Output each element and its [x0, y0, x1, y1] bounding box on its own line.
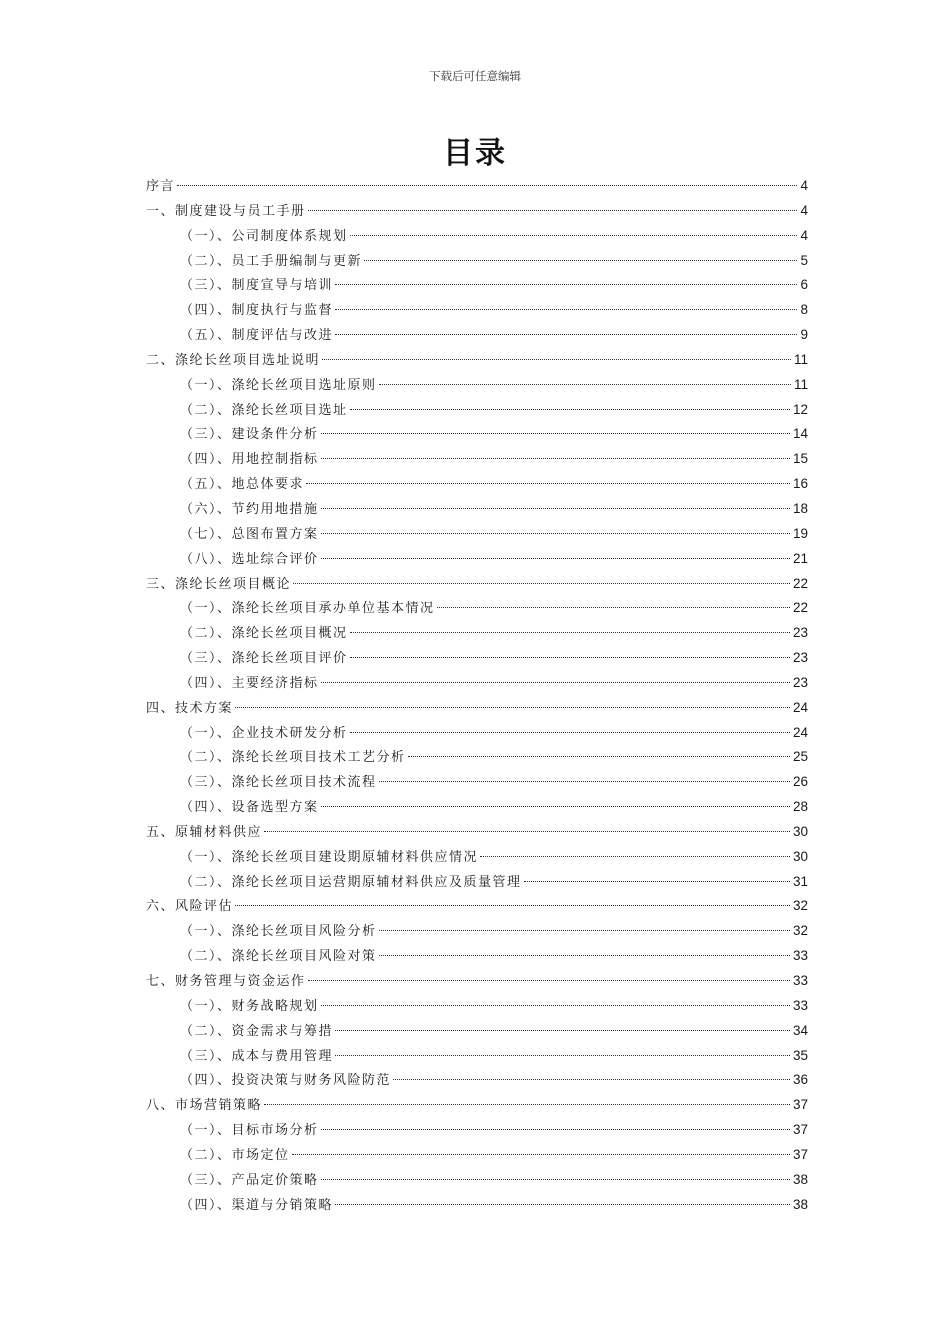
toc-entry[interactable] [146, 1193, 808, 1218]
toc-entry-page-number: 33 [792, 997, 808, 1013]
toc-entry-title: （六）、节约用地措施 [180, 501, 319, 517]
toc-entry[interactable] [146, 1068, 808, 1093]
toc-entry-title: （四）、用地控制指标 [180, 452, 319, 468]
toc-entry-title: 七、财务管理与资金运作 [146, 974, 306, 989]
toc-entry-title: 序言 [146, 179, 176, 194]
toc-entry[interactable] [146, 323, 808, 348]
toc-entry[interactable] [146, 249, 808, 274]
toc-entry-title: （一）、涤纶长丝项目风险分析 [180, 924, 377, 940]
toc-entry-page-number: 38 [792, 1171, 808, 1187]
dot-leader [308, 980, 790, 981]
toc-entry-title: （四）、主要经济指标 [180, 675, 319, 691]
dot-leader [437, 607, 790, 608]
dot-leader [321, 1179, 790, 1180]
toc-entry-title: （一）、目标市场分析 [180, 1123, 319, 1139]
toc-entry-title: 六、风险评估 [146, 899, 234, 915]
toc-entry[interactable] [146, 870, 808, 895]
toc-entry-page-number: 8 [800, 302, 808, 318]
toc-entry-title: （七）、总图布置方案 [180, 526, 319, 542]
toc-entry-title: （一）、企业技术研发分析 [180, 725, 348, 741]
toc-entry-page-number: 23 [792, 625, 808, 641]
toc-entry-title: 八、市场营销策略 [146, 1098, 263, 1114]
toc-entry[interactable] [146, 522, 808, 547]
dot-leader [264, 1104, 790, 1105]
dot-leader [322, 359, 791, 360]
toc-entry[interactable] [146, 1093, 808, 1118]
toc-entry[interactable] [146, 621, 808, 646]
toc-entry-title: （四）、投资决策与财务风险防范 [180, 1073, 392, 1089]
dot-leader [350, 632, 790, 633]
toc-entry[interactable] [146, 174, 808, 199]
toc-entry[interactable] [146, 273, 808, 298]
toc-entry-title: （三）、涤纶长丝项目评价 [180, 651, 348, 667]
toc-entry-title: （三）、成本与费用管理 [180, 1048, 334, 1064]
toc-entry-page-number: 4 [800, 227, 808, 243]
toc-entry[interactable] [146, 944, 808, 969]
dot-leader [379, 955, 790, 956]
dot-leader [321, 558, 790, 559]
toc-entry[interactable] [146, 447, 808, 472]
dot-leader [408, 756, 790, 757]
toc-entry[interactable] [146, 199, 808, 224]
toc-entry-title: 四、技术方案 [146, 700, 234, 716]
toc-entry-page-number: 6 [800, 277, 808, 293]
toc-entry[interactable] [146, 572, 808, 597]
toc-entry[interactable] [146, 721, 808, 746]
toc-entry-page-number: 28 [792, 799, 808, 815]
toc-entry-page-number: 22 [792, 575, 808, 591]
toc-entry[interactable] [146, 696, 808, 721]
toc-entry-page-number: 5 [800, 252, 808, 268]
toc-entry[interactable] [146, 919, 808, 944]
toc-entry-title: 五、原辅材料供应 [146, 824, 263, 840]
toc-entry-title: （二）、涤纶长丝项目技术工艺分析 [180, 750, 406, 766]
toc-entry-page-number: 30 [792, 848, 808, 864]
dot-leader [335, 1055, 790, 1056]
toc-entry[interactable] [146, 373, 808, 398]
toc-entry-title: 一、制度建设与员工手册 [146, 203, 306, 219]
toc-entry-page-number: 37 [792, 1097, 808, 1113]
toc-entry-page-number: 16 [792, 476, 808, 492]
toc-entry-page-number: 31 [792, 873, 808, 889]
table-of-contents [146, 174, 808, 1217]
toc-entry-title: （八）、选址综合评价 [180, 551, 319, 567]
toc-entry-title: （一）、涤纶长丝项目承办单位基本情况 [180, 601, 435, 617]
toc-entry-title: （二）、涤纶长丝项目运营期原辅材料供应及质量管理 [180, 874, 522, 890]
dot-leader [321, 1005, 790, 1006]
toc-entry[interactable] [146, 298, 808, 323]
header-note: 下载后可任意编辑 [429, 69, 521, 83]
toc-entry-page-number: 34 [792, 1022, 808, 1038]
toc-entry-title: （三）、涤纶长丝项目技术流程 [180, 775, 377, 791]
toc-entry-page-number: 32 [792, 898, 808, 914]
toc-entry[interactable] [146, 497, 808, 522]
toc-entry-page-number: 18 [792, 500, 808, 516]
toc-entry-title: （一）、财务战略规划 [180, 998, 319, 1014]
toc-entry-page-number: 11 [793, 351, 808, 367]
dot-leader [335, 1030, 790, 1031]
toc-entry-page-number: 15 [792, 451, 808, 467]
toc-entry-page-number: 9 [800, 327, 808, 343]
dot-leader [379, 384, 791, 385]
toc-entry[interactable] [146, 969, 808, 994]
toc-entry-title: （二）、市场定位 [180, 1147, 290, 1163]
dot-leader [480, 856, 790, 857]
toc-entry-title: （三）、制度宣导与培训 [180, 278, 334, 294]
toc-entry[interactable] [146, 994, 808, 1019]
toc-entry[interactable] [146, 820, 808, 845]
dot-leader [350, 732, 790, 733]
toc-entry[interactable] [146, 894, 808, 919]
dot-leader [321, 682, 790, 683]
toc-entry-page-number: 12 [792, 401, 808, 417]
dot-leader [335, 334, 797, 335]
dot-leader [350, 657, 790, 658]
toc-entry[interactable] [146, 422, 808, 447]
toc-entry[interactable] [146, 1168, 808, 1193]
toc-entry-title: 三、涤纶长丝项目概论 [146, 576, 292, 592]
toc-entry[interactable] [146, 646, 808, 671]
toc-entry-page-number: 32 [792, 923, 808, 939]
toc-entry-page-number: 4 [800, 202, 808, 218]
dot-leader [379, 781, 790, 782]
dot-leader [524, 881, 790, 882]
toc-entry-title: （三）、建设条件分析 [180, 427, 319, 443]
toc-entry-page-number: 36 [792, 1072, 808, 1088]
toc-entry-title: （二）、涤纶长丝项目概况 [180, 626, 348, 642]
toc-entry-page-number: 30 [792, 823, 808, 839]
toc-entry[interactable] [146, 795, 808, 820]
dot-leader [335, 309, 797, 310]
dot-leader [321, 533, 790, 534]
toc-entry-title: （一）、涤纶长丝项目选址原则 [180, 377, 377, 393]
toc-entry[interactable] [146, 1044, 808, 1069]
dot-leader [321, 806, 790, 807]
toc-entry[interactable] [146, 596, 808, 621]
dot-leader [321, 1129, 790, 1130]
toc-entry-page-number: 11 [793, 376, 808, 392]
toc-entry-title: （三）、产品定价策略 [180, 1172, 319, 1188]
dot-leader [177, 185, 797, 186]
dot-leader [306, 483, 790, 484]
toc-entry[interactable] [146, 348, 808, 373]
toc-title: 目录 [443, 136, 507, 171]
toc-entry[interactable] [146, 224, 808, 249]
dot-leader [264, 831, 790, 832]
toc-entry[interactable] [146, 472, 808, 497]
toc-entry-page-number: 14 [792, 426, 808, 442]
toc-entry[interactable] [146, 770, 808, 795]
dot-leader [350, 235, 798, 236]
toc-entry-page-number: 21 [792, 550, 808, 566]
toc-entry[interactable] [146, 1118, 808, 1143]
toc-entry-page-number: 37 [792, 1146, 808, 1162]
toc-entry[interactable] [146, 547, 808, 572]
dot-leader [335, 284, 797, 285]
dot-leader [292, 1154, 790, 1155]
toc-entry-title: （一）、公司制度体系规划 [180, 228, 348, 244]
toc-entry-page-number: 35 [792, 1047, 808, 1063]
toc-entry-title: （四）、制度执行与监督 [180, 303, 334, 319]
toc-entry[interactable] [146, 1019, 808, 1044]
toc-entry[interactable] [146, 398, 808, 423]
toc-entry-title: （五）、制度评估与改进 [180, 328, 334, 344]
toc-entry-title: （四）、设备选型方案 [180, 800, 319, 816]
toc-entry-page-number: 19 [792, 525, 808, 541]
toc-entry-page-number: 23 [792, 650, 808, 666]
toc-entry-title: （二）、涤纶长丝项目选址 [180, 402, 348, 418]
toc-entry-page-number: 26 [792, 774, 808, 790]
toc-entry-page-number: 24 [792, 724, 808, 740]
toc-entry-page-number: 24 [792, 699, 808, 715]
dot-leader [321, 458, 790, 459]
toc-entry-title: 二、涤纶长丝项目选址说明 [146, 352, 321, 368]
toc-entry-title: （五）、地总体要求 [180, 477, 305, 493]
dot-leader [235, 905, 790, 906]
toc-entry[interactable] [146, 745, 808, 770]
toc-entry-title: （四）、渠道与分销策略 [180, 1197, 334, 1213]
toc-entry-page-number: 22 [792, 600, 808, 616]
dot-leader [321, 433, 790, 434]
toc-entry-title: （二）、员工手册编制与更新 [180, 253, 363, 269]
dot-leader [350, 409, 790, 410]
toc-entry[interactable] [146, 845, 808, 870]
toc-entry-page-number: 4 [800, 178, 808, 193]
toc-entry-page-number: 37 [792, 1122, 808, 1138]
toc-entry-page-number: 33 [792, 973, 808, 988]
dot-leader [235, 707, 790, 708]
dot-leader [293, 583, 790, 584]
toc-entry[interactable] [146, 671, 808, 696]
toc-entry-page-number: 33 [792, 948, 808, 964]
dot-leader [321, 508, 790, 509]
toc-entry-title: （二）、涤纶长丝项目风险对策 [180, 949, 377, 965]
dot-leader [308, 210, 798, 211]
dot-leader [393, 1079, 790, 1080]
toc-entry-title: （一）、涤纶长丝项目建设期原辅材料供应情况 [180, 849, 479, 865]
dot-leader [335, 1204, 790, 1205]
toc-entry-page-number: 25 [792, 749, 808, 765]
toc-entry[interactable] [146, 1143, 808, 1168]
toc-entry-page-number: 23 [792, 674, 808, 690]
dot-leader [379, 930, 790, 931]
toc-entry-page-number: 38 [792, 1196, 808, 1212]
dot-leader [364, 260, 797, 261]
toc-entry-title: （二）、资金需求与筹措 [180, 1023, 334, 1039]
